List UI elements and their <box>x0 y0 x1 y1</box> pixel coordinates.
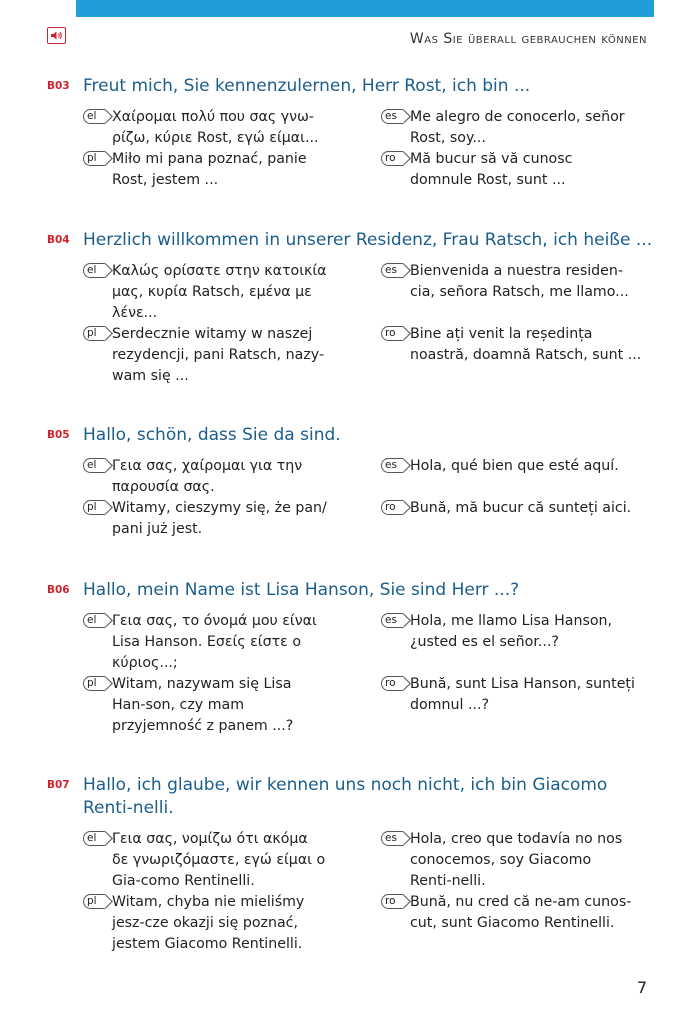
section-heading <box>47 579 657 602</box>
phrase-section-b05 <box>47 424 657 537</box>
translation-text: Χαίρομαι πολύ που σας γνω-ρίζω, κύριε Rost, εγώ είμαι... <box>112 109 319 146</box>
translation-text: Γεια σας, χαίρομαι για την παρουσία σας. <box>112 458 303 495</box>
translation-text: Bună, mă bucur că sunteți aici. <box>410 500 632 516</box>
lang-tag-el: el <box>83 613 107 628</box>
lang-tag-es: es <box>381 831 405 846</box>
translation-es <box>381 829 635 892</box>
section-title: Hallo, ich glaube, wir kennen uns noch nicht, ich bin Giacomo Renti-nelli. <box>83 775 608 818</box>
speaker-icon <box>50 30 63 41</box>
lang-tag-pl: pl <box>83 326 107 341</box>
phrase-section-b07 <box>47 774 657 952</box>
lang-tag-es: es <box>381 109 405 124</box>
translation-el <box>83 611 327 674</box>
translation-es <box>381 261 645 303</box>
translation-ro <box>381 498 660 519</box>
lang-tag-el: el <box>83 109 107 124</box>
translation-pl <box>83 149 327 191</box>
translation-text: Bună, nu cred că ne-am cunos-cut, sunt Giacomo Rentinelli. <box>410 894 632 931</box>
section-title: Freut mich, Sie kennenzulernen, Herr Rost, ich bin ... <box>83 76 531 96</box>
translation-es <box>381 107 625 149</box>
phrase-section-b03 <box>47 75 657 188</box>
translation-text: Hola, creo que todavía no nos conocemos, soy Giacomo Renti-nelli. <box>410 831 623 889</box>
translation-pl <box>83 498 327 540</box>
page-header-title: Was Sie überall gebrauchen können <box>409 31 647 47</box>
translation-text: Bienvenida a nuestra residen-cia, señora Ratsch, me llamo... <box>410 263 629 300</box>
translation-text: Me alegro de conocerlo, señor Rost, soy... <box>410 109 625 146</box>
translation-es <box>381 611 625 653</box>
translation-text: Hola, me llamo Lisa Hanson, ¿usted es el señor...? <box>410 613 613 650</box>
lang-tag-ro: ro <box>381 151 405 166</box>
lang-tag-es: es <box>381 263 405 278</box>
lang-tag-el: el <box>83 263 107 278</box>
page-number: 7 <box>636 978 647 997</box>
translation-ro <box>381 324 650 366</box>
header-accent-bar <box>76 0 654 17</box>
translation-ro <box>381 892 635 934</box>
section-heading <box>47 424 657 447</box>
lang-tag-es: es <box>381 613 405 628</box>
audio-button[interactable] <box>47 27 66 44</box>
translation-text: Witamy, cieszymy się, że pan/ pani już jest. <box>112 500 327 537</box>
lang-tag-el: el <box>83 458 107 473</box>
section-title: Hallo, mein Name ist Lisa Hanson, Sie sind Herr ...? <box>83 580 520 600</box>
translation-text: Hola, qué bien que esté aquí. <box>410 458 619 474</box>
section-code: B03 <box>47 80 70 92</box>
section-code: B06 <box>47 584 70 596</box>
translation-text: Serdecznie witamy w naszej rezydencji, pani Ratsch, nazy-wam się ... <box>112 326 325 384</box>
translation-text: Miło mi pana poznać, panie Rost, jestem ... <box>112 151 307 188</box>
translation-es <box>381 456 660 477</box>
lang-tag-pl: pl <box>83 151 107 166</box>
translation-text: Mă bucur să vă cunosc domnule Rost, sunt ... <box>410 151 573 188</box>
lang-tag-ro: ro <box>381 326 405 341</box>
translation-text: Witam, nazywam się Lisa Han-son, czy mam przyjemność z panem ...? <box>112 676 294 734</box>
translation-el <box>83 456 327 498</box>
translation-el <box>83 261 327 324</box>
section-code: B07 <box>47 779 70 791</box>
lang-tag-pl: pl <box>83 676 107 691</box>
section-title: Hallo, schön, dass Sie da sind. <box>83 425 341 445</box>
translation-el <box>83 829 327 892</box>
section-heading <box>47 229 657 252</box>
translation-ro <box>381 674 650 716</box>
translation-text: Γεια σας, το όνομά μου είναι Lisa Hanson. Εσείς είστε ο κύριος...; <box>112 613 317 671</box>
lang-tag-el: el <box>83 831 107 846</box>
translation-text: Καλώς ορίσατε στην κατοικία μας, κυρία Ratsch, εμένα με λένε... <box>112 263 327 321</box>
phrase-section-b06 <box>47 579 657 734</box>
lang-tag-ro: ro <box>381 894 405 909</box>
translation-el <box>83 107 327 149</box>
translation-text: Bine ați venit la reședința noastră, doamnă Ratsch, sunt ... <box>410 326 642 363</box>
section-code: B05 <box>47 429 70 441</box>
section-title: Herzlich willkommen in unserer Residenz, Frau Ratsch, ich heiße ... <box>83 230 653 250</box>
phrase-section-b04 <box>47 229 657 384</box>
translation-text: Witam, chyba nie mieliśmy jesz-cze okazji się poznać, jestem Giacomo Rentinelli. <box>112 894 305 952</box>
lang-tag-es: es <box>381 458 405 473</box>
lang-tag-pl: pl <box>83 500 107 515</box>
section-heading <box>47 774 657 820</box>
translation-ro <box>381 149 625 191</box>
lang-tag-ro: ro <box>381 500 405 515</box>
translation-text: Bună, sunt Lisa Hanson, sunteți domnul ...? <box>410 676 635 713</box>
translation-pl <box>83 674 327 737</box>
translation-pl <box>83 892 327 955</box>
translation-text: Γεια σας, νομίζω ότι ακόμα δε γνωριζόμαστε, εγώ είμαι ο Gia-como Rentinelli. <box>112 831 326 889</box>
lang-tag-pl: pl <box>83 894 107 909</box>
section-heading <box>47 75 657 98</box>
section-code: B04 <box>47 234 70 246</box>
translation-pl <box>83 324 327 387</box>
lang-tag-ro: ro <box>381 676 405 691</box>
